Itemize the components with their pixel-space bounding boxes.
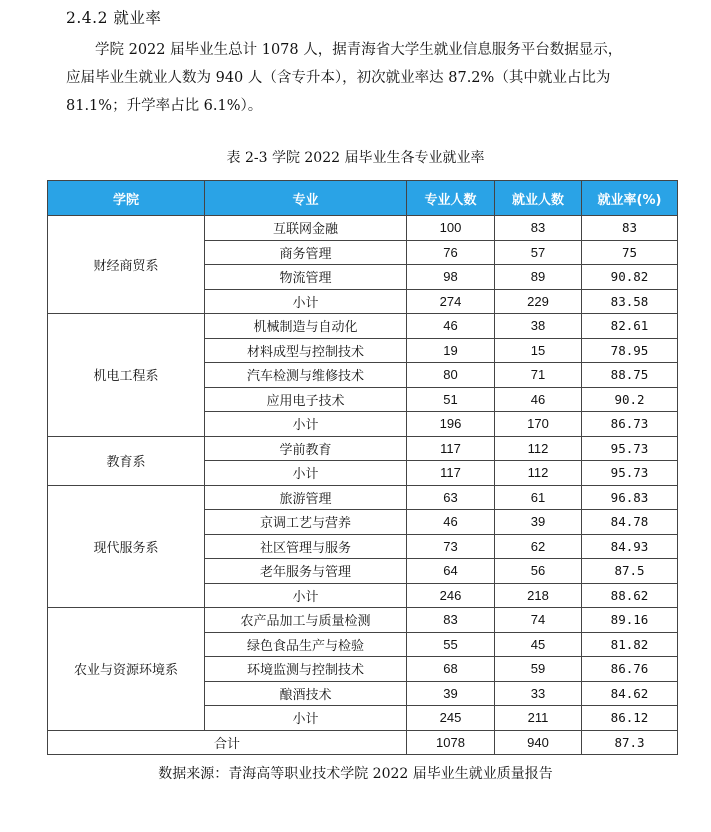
employment-rate-cell: 95.73 [582,436,678,461]
employment-rate-cell: 88.75 [582,363,678,388]
header-major-count: 专业人数 [407,181,495,216]
employment-paragraph [66,36,666,120]
section-heading: 2.4.2 就业率 [66,9,162,27]
employment-rate-cell: 81.82 [582,632,678,657]
major-count-cell: 98 [407,265,495,290]
table-row [48,485,678,510]
paragraph-line: 学院 2022 届毕业生总计 1078 人，据青海省大学生就业信息服务平台数据显示， [95,42,623,58]
major-cell: 农产品加工与质量检测 [205,608,407,633]
major-cell: 绿色食品生产与检验 [205,632,407,657]
employed-count-cell: 62 [495,534,582,559]
college-cell: 农业与资源环境系 [48,608,205,731]
major-count-cell: 55 [407,632,495,657]
header-employment-rate: 就业率(%) [582,181,678,216]
major-cell: 社区管理与服务 [205,534,407,559]
employed-count-cell: 59 [495,657,582,682]
employment-rate-table [47,180,678,755]
college-cell: 现代服务系 [48,485,205,608]
major-count-cell: 117 [407,436,495,461]
employed-count-cell: 170 [495,412,582,437]
employed-count-cell: 57 [495,240,582,265]
employment-rate-cell: 83.58 [582,289,678,314]
table-header-row [48,181,678,216]
major-cell: 小计 [205,412,407,437]
major-count-cell: 76 [407,240,495,265]
employment-rate-cell: 78.95 [582,338,678,363]
employment-rate-cell: 86.76 [582,657,678,682]
header-major: 专业 [205,181,407,216]
table-row [48,216,678,241]
paragraph-line: 应届毕业生就业人数为 940 人（含专升本），初次就业率达 87.2%（其中就业占比为 [66,70,611,86]
major-cell: 小计 [205,289,407,314]
major-cell: 应用电子技术 [205,387,407,412]
employed-count-cell: 33 [495,681,582,706]
major-count-cell: 68 [407,657,495,682]
table-row [48,608,678,633]
major-cell: 小计 [205,583,407,608]
employed-count-cell: 218 [495,583,582,608]
employed-count-cell: 112 [495,461,582,486]
table-body [48,216,678,755]
employed-count-cell: 61 [495,485,582,510]
employment-rate-cell: 96.83 [582,485,678,510]
employment-rate-cell: 87.5 [582,559,678,584]
total-label-cell: 合计 [48,730,407,755]
employment-rate-cell: 95.73 [582,461,678,486]
major-count-cell: 196 [407,412,495,437]
major-count-cell: 63 [407,485,495,510]
employed-count-cell: 71 [495,363,582,388]
employed-count-cell: 74 [495,608,582,633]
employed-count-cell: 89 [495,265,582,290]
employment-rate-cell: 84.78 [582,510,678,535]
major-count-cell: 64 [407,559,495,584]
major-count-cell: 46 [407,314,495,339]
total-rate-cell: 87.3 [582,730,678,755]
major-cell: 老年服务与管理 [205,559,407,584]
college-cell: 教育系 [48,436,205,485]
source-note: 数据来源：青海高等职业技术学院 2022 届毕业生就业质量报告 [158,766,553,782]
employment-rate-cell: 86.73 [582,412,678,437]
major-cell: 材料成型与控制技术 [205,338,407,363]
employment-rate-cell: 84.62 [582,681,678,706]
employed-count-cell: 46 [495,387,582,412]
employment-rate-cell: 83 [582,216,678,241]
major-count-cell: 39 [407,681,495,706]
total-count-cell: 1078 [407,730,495,755]
major-cell: 酿酒技术 [205,681,407,706]
employed-count-cell: 39 [495,510,582,535]
college-cell: 机电工程系 [48,314,205,437]
employed-count-cell: 45 [495,632,582,657]
total-employed-cell: 940 [495,730,582,755]
major-count-cell: 19 [407,338,495,363]
major-cell: 京调工艺与营养 [205,510,407,535]
major-cell: 学前教育 [205,436,407,461]
employment-rate-cell: 90.82 [582,265,678,290]
major-cell: 小计 [205,706,407,731]
employed-count-cell: 112 [495,436,582,461]
employed-count-cell: 38 [495,314,582,339]
major-cell: 机械制造与自动化 [205,314,407,339]
header-college: 学院 [48,181,205,216]
major-count-cell: 246 [407,583,495,608]
total-row [48,730,678,755]
major-cell: 小计 [205,461,407,486]
employment-rate-cell: 84.93 [582,534,678,559]
employment-rate-cell: 89.16 [582,608,678,633]
employment-rate-cell: 90.2 [582,387,678,412]
major-cell: 互联网金融 [205,216,407,241]
header-employed-count: 就业人数 [495,181,582,216]
major-count-cell: 80 [407,363,495,388]
major-cell: 旅游管理 [205,485,407,510]
employed-count-cell: 56 [495,559,582,584]
employed-count-cell: 15 [495,338,582,363]
major-cell: 物流管理 [205,265,407,290]
major-count-cell: 46 [407,510,495,535]
major-count-cell: 100 [407,216,495,241]
employment-rate-cell: 82.61 [582,314,678,339]
employment-rate-cell: 88.62 [582,583,678,608]
major-count-cell: 245 [407,706,495,731]
major-count-cell: 83 [407,608,495,633]
major-count-cell: 51 [407,387,495,412]
major-cell: 商务管理 [205,240,407,265]
table-row [48,314,678,339]
college-cell: 财经商贸系 [48,216,205,314]
employed-count-cell: 229 [495,289,582,314]
table-row [48,436,678,461]
paragraph-line: 81.1%；升学率占比 6.1%）。 [66,98,263,114]
major-cell: 环境监测与控制技术 [205,657,407,682]
table-caption: 表 2-3 学院 2022 届毕业生各专业就业率 [226,150,485,166]
employment-rate-cell: 75 [582,240,678,265]
major-cell: 汽车检测与维修技术 [205,363,407,388]
employed-count-cell: 211 [495,706,582,731]
employment-rate-cell: 86.12 [582,706,678,731]
major-count-cell: 73 [407,534,495,559]
major-count-cell: 117 [407,461,495,486]
major-count-cell: 274 [407,289,495,314]
employed-count-cell: 83 [495,216,582,241]
